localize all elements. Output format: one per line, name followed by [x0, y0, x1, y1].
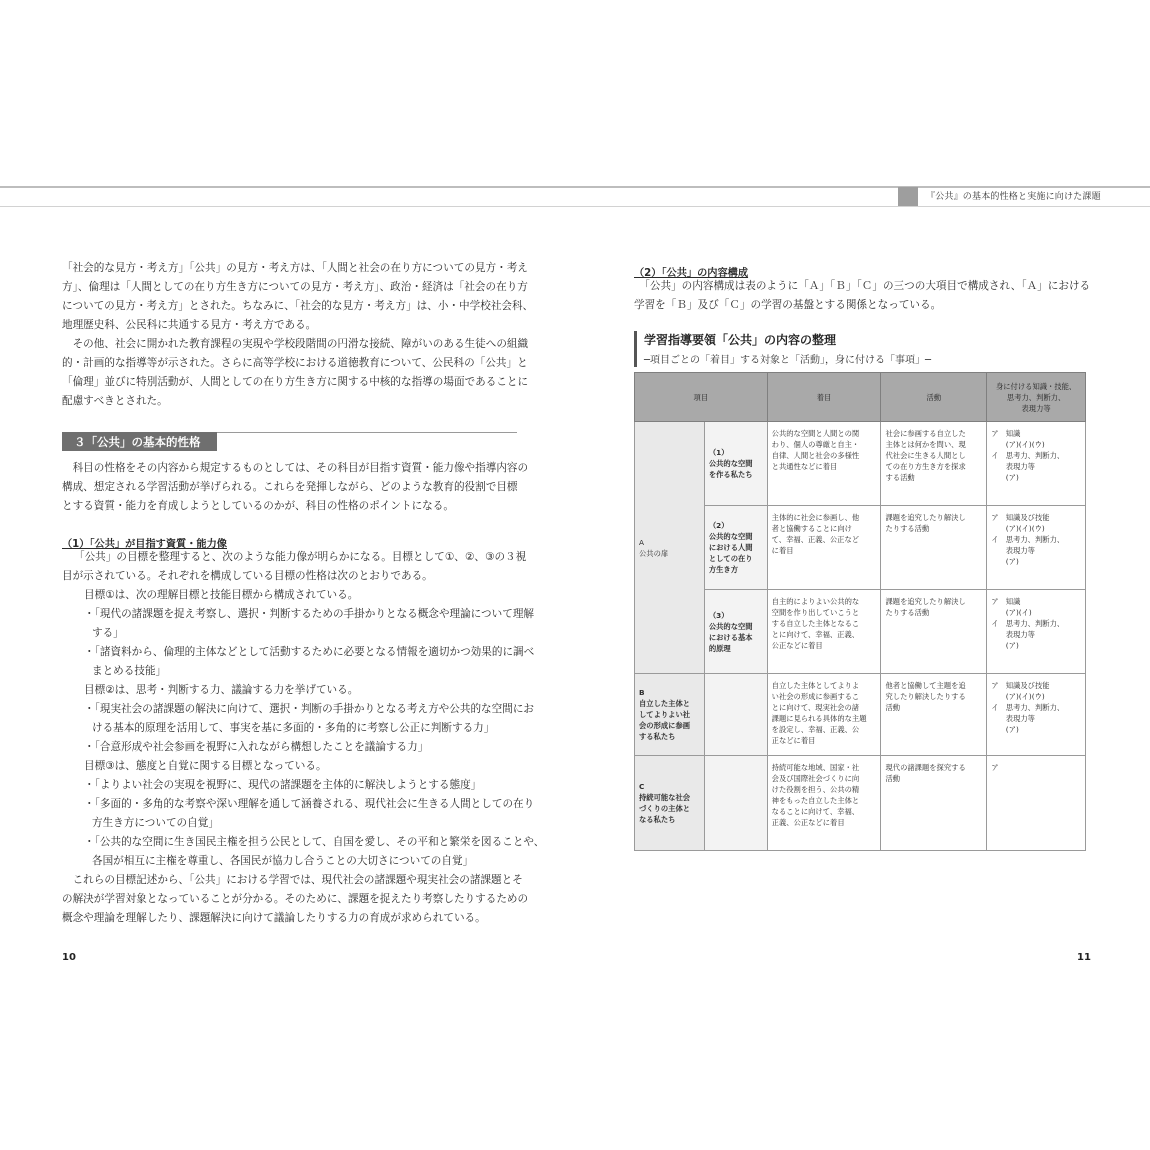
cell-line: たりする活動	[885, 524, 930, 533]
cell-line: 表現力等	[991, 462, 1035, 471]
section-heading-box	[62, 432, 517, 451]
header-skills	[987, 373, 1086, 422]
cell-line: 持続可能な社会	[639, 793, 691, 802]
activity-cell	[881, 422, 987, 506]
cell-line: (ア)(イ)(ウ)	[991, 692, 1045, 701]
focus-cell	[767, 674, 881, 756]
cell-line: 活動	[885, 703, 901, 712]
text-line: 目が示されている。それぞれを構成している目標の性格は次のとおりである。	[62, 570, 433, 582]
cell-line: 自主的によりよい公共的な	[771, 597, 860, 606]
item-cell	[704, 590, 767, 674]
right-paragraph	[634, 277, 1091, 315]
section-heading-rule	[217, 432, 517, 433]
cell-line: (ア)(イ)(ウ)	[991, 524, 1045, 533]
cell-line: における基本	[708, 632, 753, 642]
cell-line: イ 思考力、判断力、	[991, 703, 1065, 712]
text-line: 「社会的な見方・考え方」「公共」の見方・考え方は、「人間と社会の在り方についての見方・考え	[62, 262, 528, 274]
cell-line: わり、個人の尊厳と自主・	[771, 440, 860, 449]
cell-line: (ア)	[991, 557, 1019, 566]
page-number-right: 11	[1077, 952, 1091, 963]
cell-line: に着目	[771, 546, 794, 555]
cell-line: 思考力、判断力、	[1006, 392, 1066, 402]
sub-paragraph	[62, 548, 545, 928]
cell-line: 公共的な空間	[708, 459, 753, 468]
text-line: 「倫理」並びに特別活動が、人間としての在り方生き方に関する中核的な指導の場面であることに	[62, 376, 529, 388]
cell-line: 公共の扉	[639, 548, 669, 558]
cell-line: 的原理	[708, 643, 731, 653]
cell-line: 正などに着目	[771, 736, 816, 745]
text-line: 目標②は、思考・判断する力、議論する力を挙げている。	[84, 684, 359, 696]
cell-line: なることに向けて、幸福、	[771, 807, 860, 816]
table-row	[635, 756, 1086, 851]
text-line: 概念や理論を理解したり、課題解決に向けて議論したりする力の育成が求められている。	[62, 912, 486, 924]
cell-line: と共通性などに着目	[771, 462, 838, 471]
text-line: 科目の性格をその内容から規定するものとしては、その科目が目指す資質・能力像や指導内容の	[62, 462, 529, 474]
header-tab-marker	[898, 187, 918, 206]
cell-line: 自立した主体と	[639, 699, 691, 708]
cell-line: ア 知識	[991, 597, 1021, 606]
text-line: の解決が学習対象となっていることが分かる。そのために、課題を捉えたり考察したりするための	[62, 893, 529, 905]
cell-line: て、幸福、正義、公正など	[771, 535, 860, 544]
text-line: これらの目標記述から、「公共」における学習では、現代社会の諸課題や現実社会の諸課題とそ	[62, 874, 523, 886]
cell-line: ア 知識及び技能	[991, 681, 1050, 690]
running-title: 『公共』の基本的性格と実施に向けた課題	[926, 192, 1101, 202]
text-line: 目標③は、態度と自覚に関する目標となっている。	[84, 760, 327, 772]
cell-line: 身に付ける知識・技能、	[995, 381, 1077, 391]
cell-line: 正義、公正などに着目	[771, 818, 845, 827]
table-header-row	[635, 373, 1086, 422]
item-cell	[704, 756, 767, 851]
subheading-2-text: （2）「公共」の内容構成	[634, 268, 749, 279]
text-line: ・「よりよい社会の実現を視野に、現代の諸課題を主体的に解決しようとする態度」	[84, 779, 482, 791]
cell-line: (ア)	[991, 641, 1019, 650]
text-line: 配慮すべきとされた。	[62, 395, 168, 407]
cell-line: B	[639, 688, 645, 697]
cell-line: 公共的な空間と人間との関	[771, 429, 860, 438]
text-line: ・「多面的・多角的な考察や深い理解を通して涵養される、現代社会に生きる人間としての在り	[84, 798, 535, 810]
activity-cell	[881, 506, 987, 590]
text-line: ・「現実社会の諸課題の解決に向けて、選択・判断の手掛かりとなる考え方や公共的な空間にお	[84, 703, 535, 715]
cell-line: イ 思考力、判断力、	[991, 451, 1065, 460]
cell-line: い社会の形成に参画するこ	[771, 692, 860, 701]
header-activity: 活動	[881, 373, 987, 422]
header-top-rule	[0, 186, 1150, 188]
cell-line: 自立した主体としてよりよ	[771, 681, 860, 690]
table-title-bar	[634, 331, 637, 367]
cell-line: 神をもった自立した主体と	[771, 796, 860, 805]
cell-line: なる私たち	[639, 815, 676, 824]
cell-line: 方生き方	[708, 565, 739, 574]
cell-line: 表現力等	[991, 630, 1035, 639]
cell-line: けた役割を担う、公共の精	[771, 785, 860, 794]
cell-line: としての在り	[708, 554, 753, 563]
page-number-left: 10	[62, 952, 76, 963]
cell-line: 公共的な空間	[708, 532, 753, 541]
cell-line: たりする活動	[885, 608, 930, 617]
cell-line: イ 思考力、判断力、	[991, 535, 1065, 544]
cell-line: 公正などに着目	[771, 641, 823, 650]
cell-line: イ 思考力、判断力、	[991, 619, 1065, 628]
cell-line: とに向けて、幸福、正義、	[771, 630, 860, 639]
item-cell	[704, 422, 767, 506]
cell-line: ア	[991, 763, 999, 772]
cell-line: (ア)(イ)	[991, 608, 1032, 617]
cell-line: 主体とは何かを問い、現	[885, 440, 966, 449]
cell-line: 課題を追究したり解決し	[885, 513, 966, 522]
cell-line: （2）	[708, 521, 729, 530]
cell-line: とに向けて、現実社会の諸	[771, 703, 860, 712]
activity-cell	[881, 756, 987, 851]
text-line: ける基本的原理を活用して、事実を基に多面的・多角的に考察し公正に判断する力」	[92, 722, 495, 734]
cell-line: 持続可能な地域、国家・社	[771, 763, 860, 772]
text-line: とする資質・能力を育成しようとしているのかが、科目の性格のポイントになる。	[62, 500, 454, 512]
cell-line: （1）	[708, 448, 729, 457]
content-table	[634, 372, 1086, 851]
header-focus: 着目	[767, 373, 881, 422]
cell-line: 表現力等	[1021, 403, 1051, 413]
section-paragraph	[62, 459, 529, 516]
cell-line: (ア)(イ)(ウ)	[991, 440, 1045, 449]
cell-line: 会及び国際社会づくりに向	[771, 774, 860, 783]
section-heading: ３「公共」の基本的性格	[74, 435, 201, 449]
cell-line: ア 知識及び技能	[991, 513, 1050, 522]
cell-line: 表現力等	[991, 546, 1035, 555]
cell-line: してよりよい社	[639, 710, 691, 719]
cell-line: 課題を追究したり解決し	[885, 597, 966, 606]
category-cell	[635, 674, 705, 756]
text-line: 各国が相互に主権を尊重し、各国民が協力し合うことの大切さについての自覚」	[92, 855, 474, 867]
cell-line: (ア)	[991, 725, 1019, 734]
subheading-1-text: （1）「公共」が目指す資質・能力像	[62, 539, 227, 550]
cell-line: C	[639, 782, 645, 791]
left-intro-paragraph	[62, 259, 534, 411]
text-line: 的・計画的な指導等が示された。さらに高等学校における道徳教育について、公民科の「公共」と	[62, 357, 528, 369]
item-cell	[704, 506, 767, 590]
cell-line: 現代の諸課題を探究する	[885, 763, 966, 772]
table-title: 学習指導要領「公共」の内容の整理	[644, 333, 837, 347]
focus-cell	[767, 756, 881, 851]
cell-line: 究したり解決したりする	[885, 692, 966, 701]
cell-line: する自立した主体となるこ	[771, 619, 860, 628]
focus-cell	[767, 506, 881, 590]
text-line: その他、社会に開かれた教育課程の実現や学校段階間の円滑な接続、障がいのある生徒への組織	[62, 338, 529, 350]
cell-line: ア 知識	[991, 429, 1021, 438]
text-line: する」	[92, 627, 124, 639]
header-item: 項目	[635, 373, 768, 422]
skills-cell	[987, 674, 1086, 756]
category-cell	[635, 756, 705, 851]
table-subtitle: ─項目ごとの「着目」する対象と「活動」，身に付ける「事項」─	[644, 355, 932, 366]
skills-cell	[987, 756, 1086, 851]
focus-cell	[767, 422, 881, 506]
cell-line: (ア)	[991, 473, 1019, 482]
cell-line: する活動	[885, 473, 915, 482]
cell-line: 公共的な空間	[708, 621, 753, 631]
text-line: まとめる技能」	[92, 665, 167, 677]
cell-line: 会の形成に参画	[639, 721, 691, 730]
skills-cell	[987, 422, 1086, 506]
cell-line: 他者と協働して主題を追	[885, 681, 966, 690]
text-line: ・「現代の諸課題を捉え考察し、選択・判断するための手掛かりとなる概念や理論について理解	[84, 608, 535, 620]
text-line: ・「諸資料から、倫理的主体などとして活動するために必要となる情報を適切かつ効果的に調べ	[84, 646, 535, 658]
text-line: 方」、倫理は「人間としての在り方生き方についての見方・考え方」、政治・経済は「社会の在り方	[62, 281, 528, 293]
cell-line: A	[639, 537, 644, 547]
cell-line: における人間	[708, 543, 753, 552]
table-row	[635, 674, 1086, 756]
skills-cell	[987, 590, 1086, 674]
category-cell	[635, 422, 705, 674]
text-line: 「公共」の内容構成は表のように「Ａ」「Ｂ」「Ｃ」の三つの大項目で構成され、「Ａ」における	[634, 280, 1091, 292]
cell-line: （3）	[708, 610, 729, 620]
table-row	[635, 422, 1086, 506]
cell-line: 空間を作り出していこうと	[771, 608, 860, 617]
activity-cell	[881, 674, 987, 756]
cell-line: 社会に参画する自立した	[885, 429, 966, 438]
text-line: 地理歴史科、公民科に共通する見方・考え方である。	[62, 319, 317, 331]
text-line: 「公共」の目標を整理すると、次のような能力像が明らかになる。目標として①、②、③の３視	[74, 551, 527, 563]
text-line: 方生き方についての自覚」	[92, 817, 219, 829]
text-line: 構成、想定される学習活動が挙げられる。これらを発揮しながら、どのような教育的役割で目標	[62, 481, 518, 493]
cell-line: する私たち	[639, 732, 676, 741]
cell-line: を設定し、幸福、正義、公	[771, 725, 860, 734]
text-line: 学習を「Ｂ」及び「Ｃ」の学習の基盤とする関係となっている。	[634, 299, 942, 311]
cell-line: 課題に見られる具体的な主題	[771, 714, 867, 723]
text-line: ・「公共的な空間に生き国民主権を担う公民として、自国を愛し、その平和と繁栄を図ることや、	[84, 836, 545, 848]
cell-line: 代社会に生きる人間とし	[885, 451, 966, 460]
cell-line: 主体的に社会に参画し、他	[771, 513, 860, 522]
header-bottom-rule	[0, 206, 1150, 207]
cell-line: づくりの主体と	[639, 804, 691, 813]
skills-cell	[987, 506, 1086, 590]
focus-cell	[767, 590, 881, 674]
cell-line: 表現力等	[991, 714, 1035, 723]
text-line: についての見方・考え方」とされた。ちなみに、「社会的な見方・考え方」は、小・中学校社会科、	[62, 300, 534, 312]
cell-line: ての在り方生き方を探求	[885, 462, 966, 471]
item-cell	[704, 674, 767, 756]
cell-line: 活動	[885, 774, 901, 783]
activity-cell	[881, 590, 987, 674]
cell-line: を作る私たち	[708, 470, 753, 479]
text-line: ・「合意形成や社会参画を視野に入れながら構想したことを議論する力」	[84, 741, 429, 753]
cell-line: 自律、人間と社会の多様性	[771, 451, 860, 460]
cell-line: 者と協働することに向け	[771, 524, 852, 533]
text-line: 目標①は、次の理解目標と技能目標から構成されている。	[84, 589, 359, 601]
